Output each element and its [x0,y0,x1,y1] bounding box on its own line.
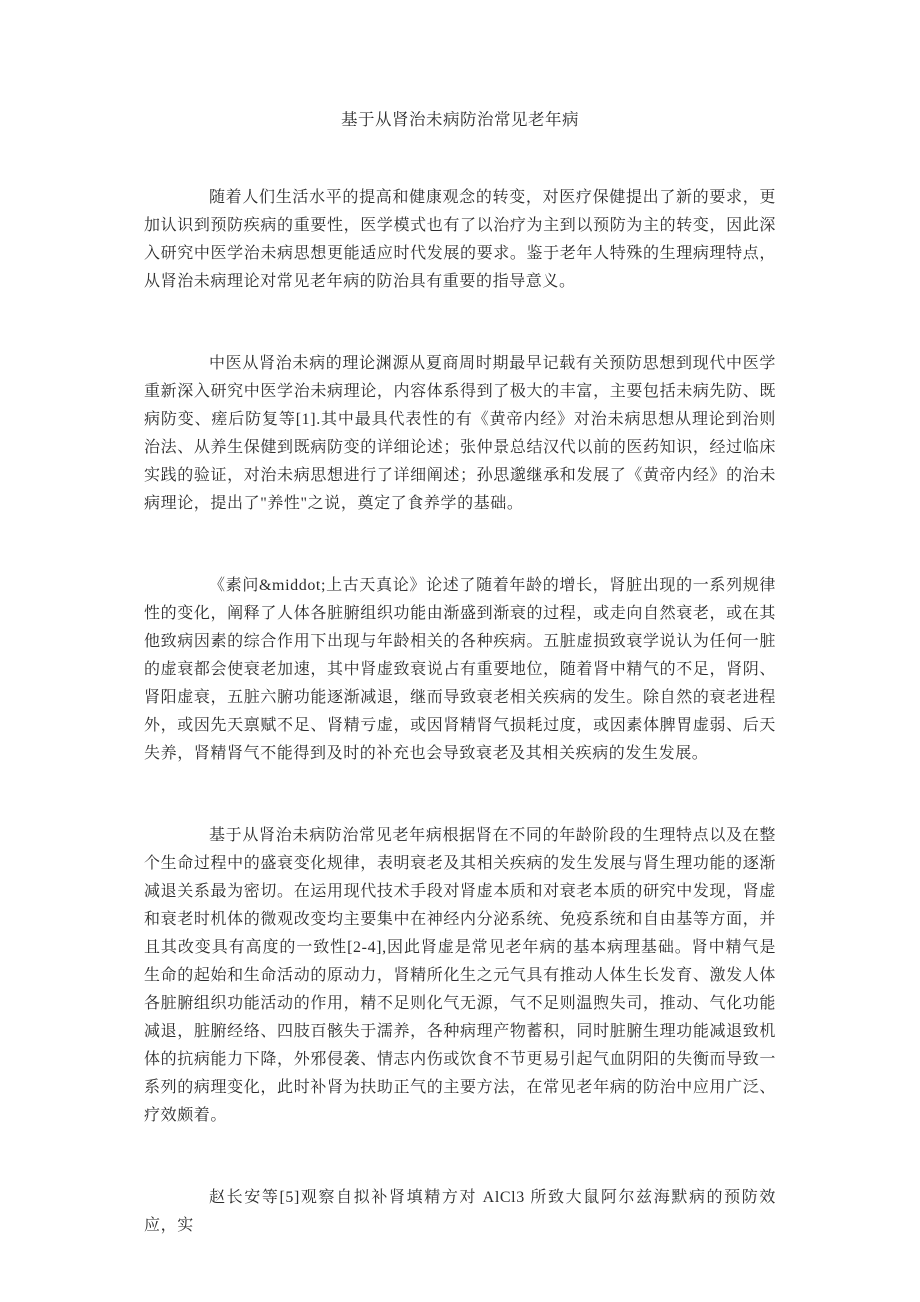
page-title: 基于从肾治未病防治常见老年病 [341,110,579,129]
paragraph-study-zhao: 赵长安等[5]观察自拟补肾填精方对 AlCl3 所致大鼠阿尔兹海默病的预防效应，实 [144,1189,776,1234]
paragraph-theory-origin: 中医从肾治未病的理论渊源从夏商周时期最早记载有关预防思想到现代中医学重新深入研究中医学治未病理论，内容体系得到了极大的丰富，主要包括未病先防、既病防变、瘥后防复等[1].其中最具代表性的有《黄帝内经》对治未病思想从理论到治则治法、从养生保健到既病防变的详细论述；张仲景总结汉代以前的医药知识，经过临床实践的验证，对治未病思想进行了详细阐述；孙思邈继承和发展了《黄帝内经》的治未病理论，提出了"养性"之说，奠定了食养学的基础。 [144,355,776,512]
paragraph-kidney-deficiency: 基于从肾治未病防治常见老年病根据肾在不同的年龄阶段的生理特点以及在整个生命过程中的盛衰变化规律，表明衰老及其相关疾病的发生发展与肾生理功能的逐渐减退关系最为密切。在运用现代技术手段对肾虚本质和对衰老本质的研究中发现，肾虚和衰老时机体的微观改变均主要集中在神经内分泌系统、免疫系统和自由基等方面，并且其改变具有高度的一致性[2-4],因此肾虚是常见老年病的基本病理基础。肾中精气是生命的起始和生命活动的原动力，肾精所化生之元气具有推动人体生长发育、激发人体各脏腑组织功能活动的作用，精不足则化气无源，气不足则温煦失司，推动、气化功能减退，脏腑经络、四肢百骸失于濡养，各种病理产物蓄积，同时脏腑生理功能减退致机体的抗病能力下降，外邪侵袭、情志内伤或饮食不节更易引起气血阴阳的失衡而导致一系列的病理变化，此时补肾为扶助正气的主要方法，在常见老年病的防治中应用广泛、疗效颇着。 [144,827,776,1124]
paragraph-suwen: 《素问&middot;上古天真论》论述了随着年龄的增长，肾脏出现的一系列规律性的变化，阐释了人体各脏腑组织功能由渐盛到渐衰的过程，或走向自然衰老，或在其他致病因素的综合作用下出现与年龄相关的各种疾病。五脏虚损致衰学说认为任何一脏的虚衰都会使衰老加速，其中肾虚致衰说占有重要地位，随着肾中精气的不足，肾阴、肾阳虚衰，五脏六腑功能逐渐减退，继而导致衰老相关疾病的发生。除自然的衰老进程外，或因先天禀赋不足、肾精亏虚，或因肾精肾气损耗过度，或因素体脾胃虚弱、后天失养，肾精肾气不能得到及时的补充也会导致衰老及其相关疾病的发生发展。 [144,577,776,762]
paragraph-intro: 随着人们生活水平的提高和健康观念的转变，对医疗保健提出了新的要求，更加认识到预防疾病的重要性，医学模式也有了以治疗为主到以预防为主的转变，因此深入研究中医学治未病思想更能适应时代发展的要求。鉴于老年人特殊的生理病理特点，从肾治未病理论对常见老年病的防治具有重要的指导意义。 [144,189,776,290]
document-content [144,0,776,1240]
